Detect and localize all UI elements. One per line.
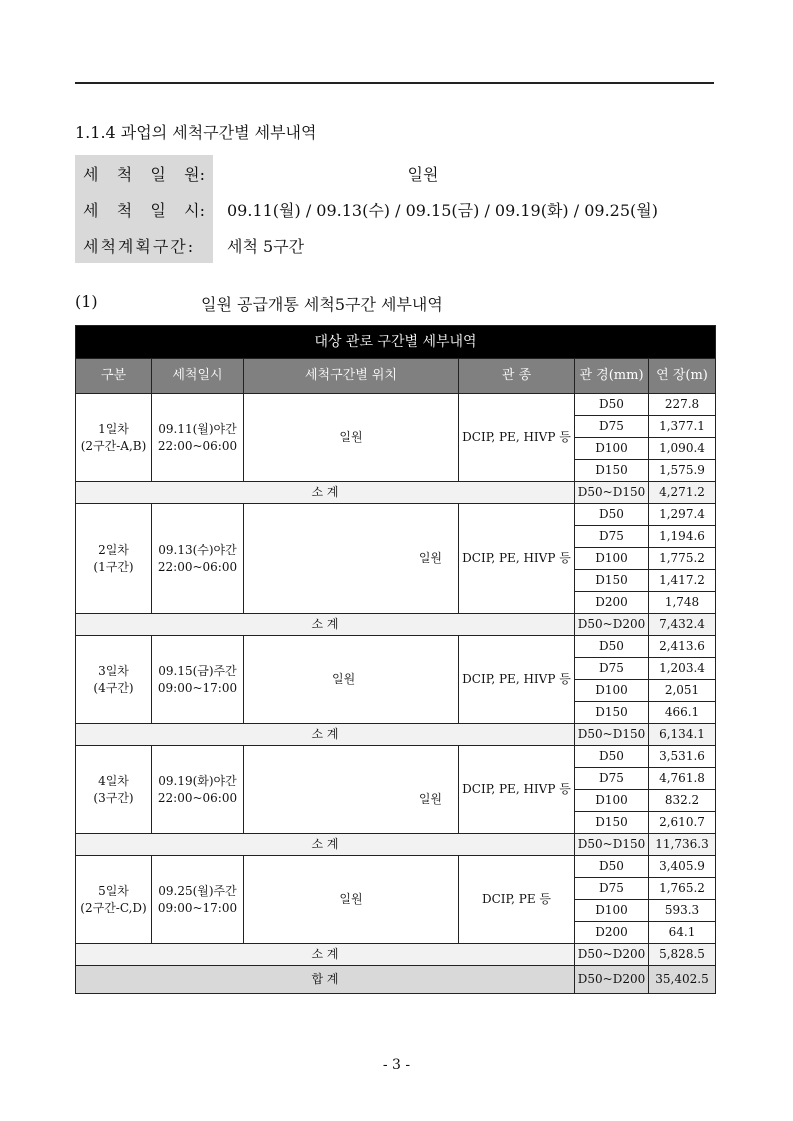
diameter-cell: D100	[575, 438, 649, 460]
length-cell: 1,297.4	[649, 504, 716, 526]
table-row	[76, 394, 716, 416]
length-cell: 593.3	[649, 900, 716, 922]
length-cell: 1,575.9	[649, 460, 716, 482]
length-cell: 64.1	[649, 922, 716, 944]
subtotal-value: 7,432.4	[649, 614, 716, 636]
day-cell: 4일차 (3구간)	[76, 746, 152, 834]
length-cell: 2,051	[649, 680, 716, 702]
diameter-cell: D75	[575, 416, 649, 438]
subtotal-label: 소 계	[76, 944, 575, 966]
subtotal-label: 소 계	[76, 482, 575, 504]
subtotal-label: 소 계	[76, 614, 575, 636]
diameter-cell: D150	[575, 702, 649, 724]
detail-table	[75, 325, 716, 994]
diameter-cell: D100	[575, 680, 649, 702]
diameter-cell: D150	[575, 460, 649, 482]
subtotal-value: 6,134.1	[649, 724, 716, 746]
subtotal-label: 소 계	[76, 834, 575, 856]
diameter-cell: D50	[575, 746, 649, 768]
time-label: 세 척 일 시:	[75, 191, 213, 227]
subtotal-value: 5,828.5	[649, 944, 716, 966]
col-header-category: 구분	[76, 359, 152, 394]
date-label: 세 척 일 원:	[75, 155, 213, 191]
page-number: - 3 -	[382, 1057, 411, 1073]
datetime-cell: 09.15(금)주간 09:00~17:00	[152, 636, 244, 724]
time-value: 09.11(월) / 09.13(수) / 09.15(금) / 09.19(화) / 09.25(월)	[227, 200, 658, 220]
section-title: 1.1.4 과업의 세척구간별 세부내역	[75, 123, 317, 142]
subsection-number: (1)	[75, 292, 98, 311]
datetime-cell: 09.19(화)야간 22:00~06:00	[152, 746, 244, 834]
location-cell: 일원	[244, 856, 459, 944]
day-cell: 2일차 (1구간)	[76, 504, 152, 614]
pipe-cell: DCIP, PE, HIVP 등	[459, 636, 575, 724]
location-cell: 일원	[244, 636, 459, 724]
info-block	[75, 155, 658, 263]
total-label: 합 계	[76, 966, 575, 994]
info-row-time	[75, 191, 658, 227]
datetime-cell: 09.25(월)주간 09:00~17:00	[152, 856, 244, 944]
length-cell: 2,413.6	[649, 636, 716, 658]
diameter-cell: D100	[575, 790, 649, 812]
diameter-cell: D100	[575, 900, 649, 922]
table-row	[76, 636, 716, 658]
pipe-cell: DCIP, PE, HIVP 등	[459, 504, 575, 614]
length-cell: 1,203.4	[649, 658, 716, 680]
diameter-cell: D50	[575, 856, 649, 878]
table-row	[76, 504, 716, 526]
subtotal-range: D50~D150	[575, 482, 649, 504]
subtotal-value: 4,271.2	[649, 482, 716, 504]
length-cell: 1,377.1	[649, 416, 716, 438]
diameter-cell: D50	[575, 394, 649, 416]
total-value: 35,402.5	[649, 966, 716, 994]
subsection-text: 일원 공급개통 세척5구간 세부내역	[201, 295, 443, 314]
length-cell: 2,610.7	[649, 812, 716, 834]
length-cell: 1,090.4	[649, 438, 716, 460]
diameter-cell: D75	[575, 768, 649, 790]
col-header-length: 연 장(m)	[649, 359, 716, 394]
diameter-cell: D200	[575, 592, 649, 614]
length-cell: 1,748	[649, 592, 716, 614]
day-cell: 3일차 (4구간)	[76, 636, 152, 724]
diameter-cell: D150	[575, 570, 649, 592]
pipe-cell: DCIP, PE 등	[459, 856, 575, 944]
plan-value: 세척 5구간	[227, 236, 305, 256]
subtotal-range: D50~D150	[575, 724, 649, 746]
length-cell: 1,765.2	[649, 878, 716, 900]
subtotal-value: 11,736.3	[649, 834, 716, 856]
total-row	[76, 966, 716, 994]
length-cell: 1,194.6	[649, 526, 716, 548]
subtotal-row	[76, 724, 716, 746]
diameter-cell: D100	[575, 548, 649, 570]
pipe-cell: DCIP, PE, HIVP 등	[459, 746, 575, 834]
length-cell: 227.8	[649, 394, 716, 416]
pipe-cell: DCIP, PE, HIVP 등	[459, 394, 575, 482]
header-rule	[75, 82, 714, 84]
table-title: 대상 관로 구간별 세부내역	[76, 326, 716, 359]
diameter-cell: D50	[575, 504, 649, 526]
diameter-cell: D50	[575, 636, 649, 658]
col-header-pipe-type: 관 종	[459, 359, 575, 394]
subtotal-range: D50~D200	[575, 614, 649, 636]
length-cell: 3,531.6	[649, 746, 716, 768]
length-cell: 1,775.2	[649, 548, 716, 570]
datetime-cell: 09.13(수)야간 22:00~06:00	[152, 504, 244, 614]
location-cell: 일원	[244, 504, 459, 614]
table-row	[76, 856, 716, 878]
length-cell: 1,417.2	[649, 570, 716, 592]
subtotal-label: 소 계	[76, 724, 575, 746]
diameter-cell: D75	[575, 658, 649, 680]
plan-label: 세척계획구간:	[75, 227, 213, 263]
subtotal-row	[76, 614, 716, 636]
total-range: D50~D200	[575, 966, 649, 994]
location-cell: 일원	[244, 746, 459, 834]
date-value: 일원	[407, 164, 439, 184]
length-cell: 3,405.9	[649, 856, 716, 878]
datetime-cell: 09.11(월)야간 22:00~06:00	[152, 394, 244, 482]
diameter-cell: D75	[575, 878, 649, 900]
subtotal-row	[76, 944, 716, 966]
col-header-location: 세척구간별 위치	[244, 359, 459, 394]
info-row-plan	[75, 227, 658, 263]
subtotal-row	[76, 482, 716, 504]
location-cell: 일원	[244, 394, 459, 482]
table-row	[76, 746, 716, 768]
diameter-cell: D150	[575, 812, 649, 834]
info-row-date	[75, 155, 658, 191]
day-cell: 1일차 (2구간-A,B)	[76, 394, 152, 482]
col-header-diameter: 관 경(mm)	[575, 359, 649, 394]
subtotal-range: D50~D150	[575, 834, 649, 856]
col-header-datetime: 세척일시	[152, 359, 244, 394]
diameter-cell: D75	[575, 526, 649, 548]
day-cell: 5일차 (2구간-C,D)	[76, 856, 152, 944]
subtotal-row	[76, 834, 716, 856]
length-cell: 4,761.8	[649, 768, 716, 790]
subtotal-range: D50~D200	[575, 944, 649, 966]
diameter-cell: D200	[575, 922, 649, 944]
length-cell: 466.1	[649, 702, 716, 724]
length-cell: 832.2	[649, 790, 716, 812]
